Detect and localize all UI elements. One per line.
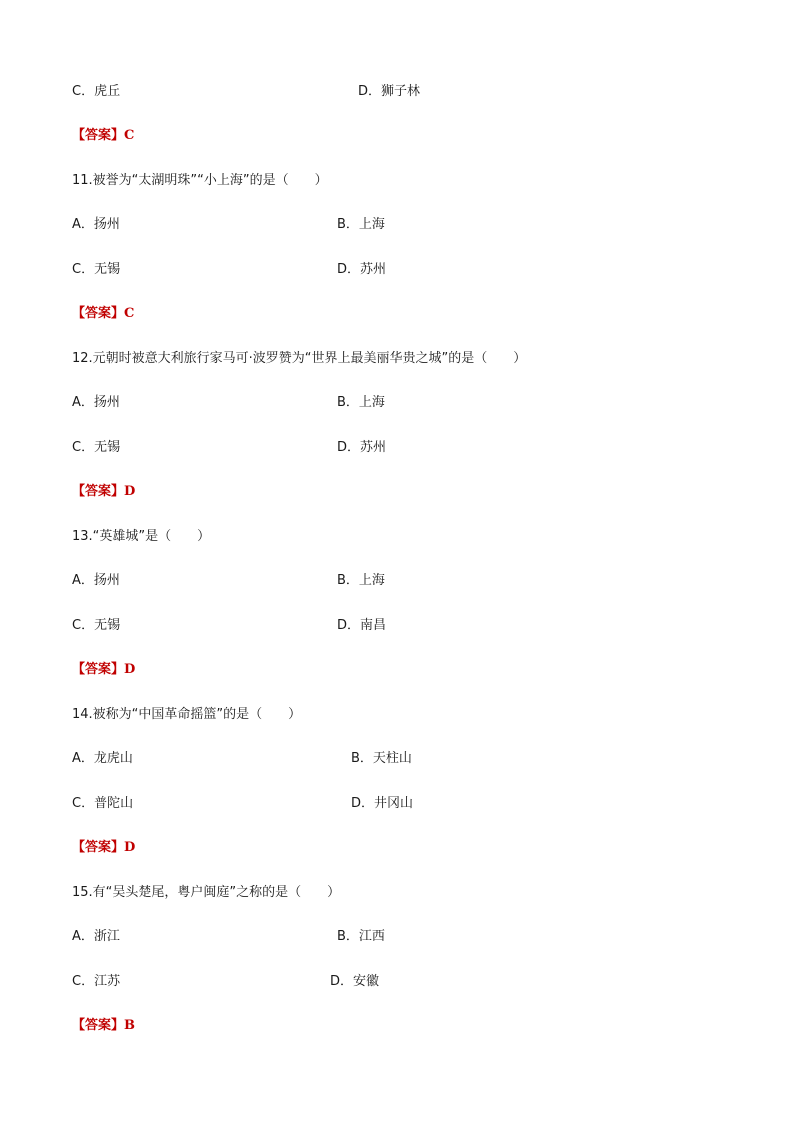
answer-value: C [124, 128, 135, 143]
q15-option-b: B．江西 [337, 929, 385, 944]
q11-answer [72, 305, 134, 323]
q11-option-c: C．无锡 [72, 262, 121, 277]
q12-option-a: A．扬州 [72, 395, 120, 410]
q10-option-d: D．狮子林 [358, 84, 421, 99]
q12-option-b: B．上海 [337, 395, 385, 410]
answer-label: 【答案】 [72, 128, 125, 143]
q14-option-d: D．井冈山 [351, 796, 414, 811]
q11-stem: 11.被誉为“太湖明珠”“小上海”的是（ ） [72, 173, 328, 188]
answer-label: 【答案】 [72, 662, 125, 677]
answer-label: 【答案】 [72, 484, 125, 499]
q15-option-d: D．安徽 [330, 974, 380, 989]
q13-option-a: A．扬州 [72, 573, 120, 588]
answer-value: B [124, 1018, 136, 1033]
q14-option-c: C．普陀山 [72, 796, 134, 811]
q14-option-b: B．天柱山 [351, 751, 412, 766]
q15-answer [72, 1017, 135, 1035]
q14-answer [72, 839, 135, 857]
q15-stem: 15.有“吴头楚尾，粤户闽庭”之称的是（ ） [72, 885, 341, 900]
q12-answer [72, 483, 135, 501]
answer-value: C [124, 306, 135, 321]
answer-label: 【答案】 [72, 306, 125, 321]
q12-option-d: D．苏州 [337, 440, 387, 455]
q13-stem: 13.“英雄城”是（ ） [72, 529, 211, 544]
q13-answer [72, 661, 135, 679]
q15-option-c: C．江苏 [72, 974, 121, 989]
answer-label: 【答案】 [72, 1018, 125, 1033]
answer-value: D [124, 662, 136, 677]
q10-option-c: C．虎丘 [72, 84, 121, 99]
answer-value: D [124, 484, 136, 499]
q12-option-c: C．无锡 [72, 440, 121, 455]
answer-label: 【答案】 [72, 840, 125, 855]
q13-option-d: D．南昌 [337, 618, 387, 633]
q14-stem: 14.被称为“中国革命摇篮”的是（ ） [72, 707, 302, 722]
q11-option-d: D．苏州 [337, 262, 387, 277]
q11-option-a: A．扬州 [72, 217, 120, 232]
q15-option-a: A．浙江 [72, 929, 120, 944]
q13-option-c: C．无锡 [72, 618, 121, 633]
q13-option-b: B．上海 [337, 573, 385, 588]
answer-value: D [124, 840, 136, 855]
q10-answer [72, 127, 134, 145]
q14-option-a: A．龙虎山 [72, 751, 133, 766]
q11-option-b: B．上海 [337, 217, 385, 232]
q12-stem: 12.元朝时被意大利旅行家马可·波罗赞为“世界上最美丽华贵之城”的是（ ） [72, 351, 527, 366]
